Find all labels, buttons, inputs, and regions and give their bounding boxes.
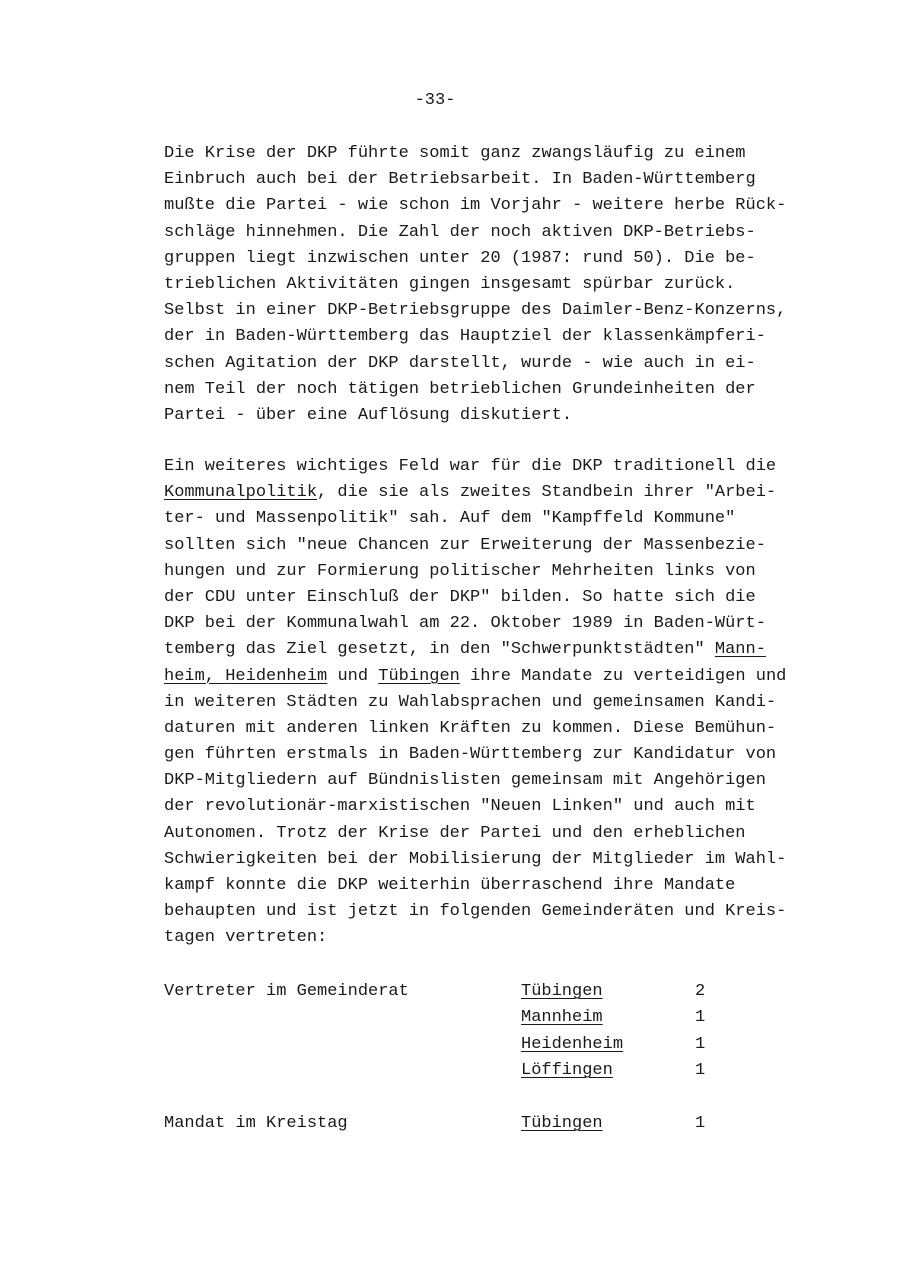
text-line: schläge hinnehmen. Die Zahl der noch aktiven DKP-Betriebs- <box>164 222 756 242</box>
text-line: Partei - über eine Auflösung diskutiert. <box>164 405 573 425</box>
underlined-city-mannheim-cont: heim, <box>164 666 216 686</box>
table-city: Löffingen <box>521 1061 613 1080</box>
text-line: gruppen liegt inzwischen unter 20 (1987: rund 50). Die be- <box>164 248 756 268</box>
underlined-city-heidenheim: Heidenheim <box>225 666 328 686</box>
text-line: Selbst in einer DKP-Betriebsgruppe des Daimler-Benz-Konzerns, <box>164 301 787 321</box>
text-line: trieblichen Aktivitäten gingen insgesamt spürbar zurück. <box>164 274 736 294</box>
text-line <box>164 664 786 690</box>
table-label-kreistag: Mandat im Kreistag <box>164 1114 348 1133</box>
text-line: nem Teil der noch tätigen betrieblichen Grundeinheiten der <box>164 379 756 399</box>
table-count: 1 <box>695 1114 706 1133</box>
text-line: Ein weiteres wichtiges Feld war für die DKP traditionell die <box>164 457 777 476</box>
text-line: behaupten und ist jetzt in folgenden Gemeinderäten und Kreis- <box>164 902 787 922</box>
text-fragment: , die sie als zweites Standbein ihrer "Arbei- <box>317 483 777 503</box>
underlined-city-mannheim: Mann- <box>714 640 766 660</box>
text-line: schen Agitation der DKP darstellt, wurde - wie auch in ei- <box>164 353 756 373</box>
text-line: daturen mit anderen linken Kräften zu kommen. Diese Bemühun- <box>164 718 777 738</box>
table-city: Mannheim <box>521 1008 603 1027</box>
paragraph-kommunalpolitik <box>164 454 786 952</box>
underlined-space <box>215 667 225 686</box>
table-city: Heidenheim <box>521 1035 624 1054</box>
text-line: DKP bei der Kommunalwahl am 22. Oktober 1989 in Baden-Würt- <box>164 614 766 634</box>
text-line: tagen vertreten: <box>164 928 328 948</box>
table-count: 2 <box>695 982 706 1001</box>
text-line: kampf konnte die DKP weiterhin überraschend ihre Mandate <box>164 876 736 895</box>
table-count: 1 <box>695 1008 706 1027</box>
text-line <box>164 480 786 506</box>
table-row <box>0 1058 900 1084</box>
table-row <box>0 979 900 1005</box>
text-line: Autonomen. Trotz der Krise der Partei und den erheblichen <box>164 823 746 843</box>
text-line: Einbruch auch bei der Betriebsarbeit. In Baden-Württemberg <box>164 170 756 190</box>
text-line: mußte die Partei - wie schon im Vorjahr - weitere herbe Rück- <box>164 196 787 216</box>
underlined-city-tuebingen: Tübingen <box>378 666 460 686</box>
text-fragment: ihre Mandate zu verteidigen und <box>459 666 787 686</box>
text-line: DKP-Mitgliedern auf Bündnislisten gemeinsam mit Angehörigen <box>164 771 766 791</box>
text-line: Schwierigkeiten bei der Mobilisierung der Mitglieder im Wahl- <box>164 849 787 869</box>
text-line: sollten sich "neue Chancen zur Erweiterung der Massenbezie- <box>164 535 766 555</box>
table-city: Tübingen <box>521 1114 603 1133</box>
text-fragment: temberg das Ziel gesetzt, in den "Schwerpunktstädten" <box>164 640 715 660</box>
text-line: Die Krise der DKP führte somit ganz zwangsläufig zu einem <box>164 144 746 163</box>
text-line: der revolutionär-marxistischen "Neuen Linken" und auch mit <box>164 797 756 817</box>
table-count: 1 <box>695 1061 706 1080</box>
table-row <box>0 1111 900 1137</box>
table-count: 1 <box>695 1035 706 1054</box>
table-row <box>0 1005 900 1031</box>
table-city: Tübingen <box>521 982 603 1001</box>
text-line: gen führten erstmals in Baden-Württemberg zur Kandidatur von <box>164 745 777 765</box>
text-line: in weiteren Städten zu Wahlabsprachen und gemeinsamen Kandi- <box>164 692 777 712</box>
text-line: ter- und Massenpolitik" sah. Auf dem "Kampffeld Kommune" <box>164 509 736 529</box>
text-line: der in Baden-Württemberg das Hauptziel der klassenkämpferi- <box>164 327 766 347</box>
table-row <box>0 1032 900 1058</box>
underlined-term-kommunalpolitik: Kommunalpolitik <box>164 483 318 503</box>
paragraph-betriebsarbeit <box>164 141 786 429</box>
table-label-gemeinderat: Vertreter im Gemeinderat <box>164 982 409 1001</box>
text-line: hungen und zur Formierung politischer Mehrheiten links von <box>164 561 756 581</box>
text-line <box>164 637 786 663</box>
text-fragment: und <box>327 666 379 686</box>
text-line: der CDU unter Einschluß der DKP" bilden. So hatte sich die <box>164 587 756 607</box>
page-number: -33- <box>414 91 456 110</box>
